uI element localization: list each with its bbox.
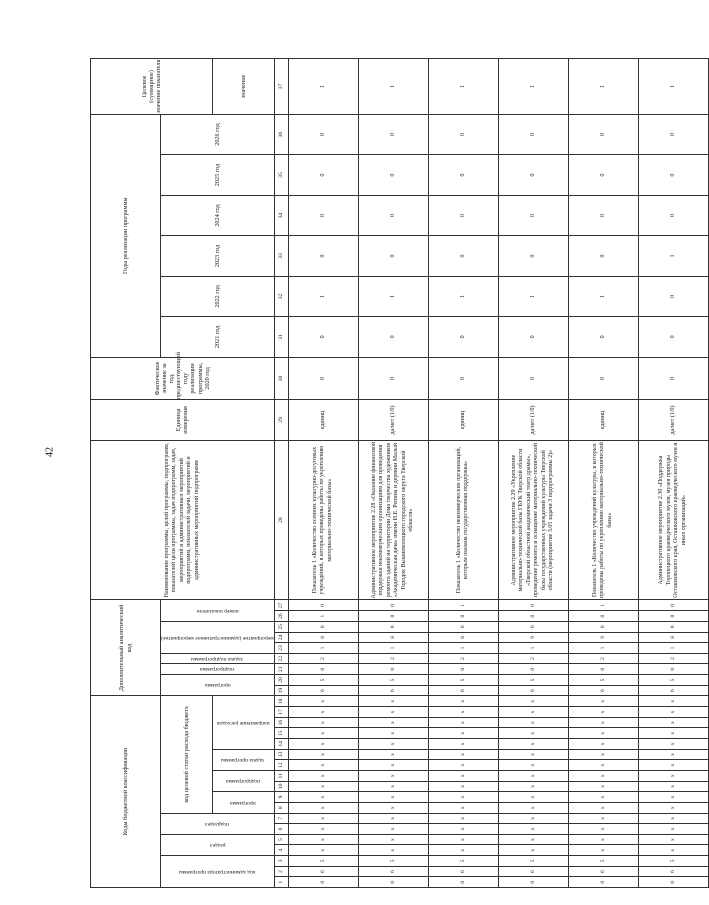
code-cell: x (568, 728, 638, 739)
code-cell: 0 (638, 664, 708, 675)
column-number-cell: 32 (274, 276, 288, 316)
value-cell: 0 (358, 195, 428, 235)
header-dop-task: задача подпрограммы (191, 655, 244, 662)
code-cell: x (428, 717, 498, 728)
code-cell: 0 (288, 664, 358, 675)
code-cell: x (428, 781, 498, 792)
code-cell: x (638, 813, 708, 824)
code-cell: 0 (498, 600, 568, 611)
code-cell: 0 (568, 611, 638, 622)
column-number-cell: 28 (274, 440, 288, 600)
column-number-cell: 22 (274, 653, 288, 664)
code-cell: 0 (498, 877, 568, 888)
value-cell: 0 (428, 155, 498, 195)
code-cell: x (498, 760, 568, 771)
value-cell: 0 (288, 195, 358, 235)
code-cell: x (498, 802, 568, 813)
code-cell: x (638, 792, 708, 803)
code-cell: x (428, 824, 498, 835)
value-cell: 0 (428, 236, 498, 276)
value-cell: 1 (638, 236, 708, 276)
code-cell: 6 (568, 866, 638, 877)
column-number-cell: 15 (274, 728, 288, 739)
code-cell: x (288, 728, 358, 739)
column-number-cell: 21 (274, 664, 288, 675)
code-cell: 5 (428, 856, 498, 867)
column-number-cell: 25 (274, 621, 288, 632)
code-cell: x (288, 696, 358, 707)
code-cell: x (358, 792, 428, 803)
code-cell: x (428, 696, 498, 707)
code-cell: x (638, 845, 708, 856)
code-cell: x (428, 739, 498, 750)
indicator-name-cell: Административное мероприятие 2.29 «Укрепление материально-технической базы ГБУК Тверской области «Тверской областной академический театр драмы», проведение ремонта и оснащение материально-технической базы государственных учреждений культуры Тверской области (мероприятие 3.05 задачи 3 подпрограммы 2)» (498, 440, 568, 600)
header-target-group: Целевое (суммарное) значение показателя (91, 59, 213, 115)
column-number-cell: 19 (274, 685, 288, 696)
code-cell: x (498, 696, 568, 707)
code-cell: x (358, 824, 428, 835)
code-cell: 0 (428, 621, 498, 632)
column-number-cell: 36 (274, 114, 288, 154)
code-cell: x (498, 717, 568, 728)
value-cell: 0 (498, 195, 568, 235)
code-cell: x (638, 696, 708, 707)
code-cell: 6 (428, 685, 498, 696)
code-cell: 0 (568, 621, 638, 632)
column-number-cell: 8 (274, 802, 288, 813)
unit-cell: единиц (568, 400, 638, 440)
code-cell: 2 (498, 653, 568, 664)
code-cell: 2 (638, 653, 708, 664)
code-cell: x (568, 760, 638, 771)
value-cell: 0 (498, 236, 568, 276)
code-cell: 1 (358, 643, 428, 654)
value-cell: 0 (428, 114, 498, 154)
header-razdel: раздел (209, 842, 226, 849)
header-year-2025: 2025 год (161, 155, 275, 195)
code-cell: 0 (428, 877, 498, 888)
code-cell: 5 (358, 856, 428, 867)
code-cell: 9 (498, 632, 568, 643)
code-cell: 5 (428, 675, 498, 686)
code-cell: 8 (288, 632, 358, 643)
code-cell: 2 (428, 653, 498, 664)
unit-cell: единиц (288, 400, 358, 440)
code-cell: 5 (288, 856, 358, 867)
code-cell: 0 (288, 621, 358, 632)
header-name: Наименование программы, целей программы, подпрограмм, показателей цели программы, задач подпрограмм, задач, мероприятий и административных мероприятий подпрограмм, показателей задачи, мероприятий и административных мероприятий подпрограмм (91, 440, 275, 600)
code-cell: x (428, 707, 498, 718)
column-number-cell: 34 (274, 195, 288, 235)
code-cell: x (638, 770, 708, 781)
code-cell: x (638, 824, 708, 835)
code-cell: 0 (358, 877, 428, 888)
column-number-cell: 27 (274, 600, 288, 611)
code-cell: x (638, 781, 708, 792)
code-cell: x (288, 834, 358, 845)
code-cell: x (358, 739, 428, 750)
value-cell: 0 (568, 155, 638, 195)
column-number-cell: 9 (274, 792, 288, 803)
indicator-name-cell: Показатель 1 «Количество некоммерческих организаций, которым оказана государственная поддержка» (428, 440, 498, 600)
code-cell: 5 (638, 856, 708, 867)
column-number-cell: 26 (274, 611, 288, 622)
code-cell: x (358, 845, 428, 856)
code-cell: 0 (638, 611, 708, 622)
code-cell: x (638, 749, 708, 760)
code-cell: x (358, 802, 428, 813)
code-cell: 0 (568, 877, 638, 888)
column-number-cell: 37 (274, 59, 288, 115)
code-cell: x (428, 834, 498, 845)
header-year-2024: 2024 год (161, 195, 275, 235)
code-cell: x (358, 717, 428, 728)
code-cell: x (568, 739, 638, 750)
value-cell: 1 (358, 59, 428, 115)
header-budget-codes: Коды бюджетной классификации (91, 696, 161, 888)
code-cell: 1 (288, 611, 358, 622)
code-cell: 5 (288, 675, 358, 686)
code-cell: x (498, 824, 568, 835)
value-cell: 1 (568, 59, 638, 115)
value-cell: 0 (568, 317, 638, 357)
header-dop-measures: мероприятие (административное мероприятие) (161, 634, 274, 641)
indicator-name-cell: Показатель 1 «Количество учреждений культуры, в которых проведены работы по укреплению материально-технической базы» (568, 440, 638, 600)
table-row (568, 59, 638, 888)
column-number-cell: 16 (274, 717, 288, 728)
code-cell: x (568, 770, 638, 781)
code-cell: x (288, 792, 358, 803)
code-cell: x (358, 760, 428, 771)
code-cell: 6 (498, 866, 568, 877)
code-cell: 0 (498, 611, 568, 622)
code-cell: x (428, 760, 498, 771)
code-cell: x (638, 802, 708, 813)
code-cell: x (288, 845, 358, 856)
header-podrazdel: подраздел (205, 820, 230, 827)
code-cell: 2 (288, 653, 358, 664)
code-cell: 5 (498, 856, 568, 867)
code-cell: x (568, 707, 638, 718)
code-cell: x (428, 813, 498, 824)
value-cell: 0 (638, 195, 708, 235)
code-cell: x (638, 728, 708, 739)
code-cell: x (498, 781, 568, 792)
value-cell: 0 (288, 317, 358, 357)
table-row (288, 59, 358, 888)
code-cell: x (568, 834, 638, 845)
code-cell: 6 (568, 685, 638, 696)
code-cell: 0 (428, 664, 498, 675)
value-cell: 0 (568, 236, 638, 276)
value-cell: 0 (498, 114, 568, 154)
code-cell: 5 (568, 856, 638, 867)
code-cell: x (358, 781, 428, 792)
value-cell: 1 (288, 276, 358, 316)
header-dop-indicator: номер показателя (196, 607, 239, 614)
column-number-cell: 1 (274, 877, 288, 888)
value-cell: 0 (428, 357, 498, 400)
value-cell: 0 (638, 276, 708, 316)
code-cell: x (288, 760, 358, 771)
header-year-2023: 2023 год (161, 236, 275, 276)
unit-cell: да/нет (1/0) (498, 400, 568, 440)
value-cell: 1 (428, 59, 498, 115)
column-number-cell: 6 (274, 824, 288, 835)
code-cell: x (498, 749, 568, 760)
unit-cell: да/нет (1/0) (358, 400, 428, 440)
column-number-cell: 7 (274, 813, 288, 824)
code-cell: 1 (638, 643, 708, 654)
code-cell: x (638, 717, 708, 728)
header-subprogram: подпрограмма (226, 778, 261, 785)
header-dop-subprogram: подпрограмма (200, 666, 235, 673)
value-cell: 0 (358, 317, 428, 357)
value-cell: 1 (568, 276, 638, 316)
header-year-2022: 2022 год (161, 276, 275, 316)
value-cell: 0 (428, 317, 498, 357)
code-cell: 5 (638, 675, 708, 686)
code-cell: 6 (358, 866, 428, 877)
code-cell: x (288, 717, 358, 728)
code-cell: x (288, 824, 358, 835)
code-cell: x (288, 802, 358, 813)
value-cell: 0 (498, 357, 568, 400)
column-number-cell: 33 (274, 236, 288, 276)
code-cell: 0 (638, 877, 708, 888)
code-cell: 0 (358, 611, 428, 622)
indicator-name-cell: Показатель 1 «Количество осенних культурно-досуговых учреждений, в которых проведены работы по укреплению материально-технической базы» (288, 440, 358, 600)
code-cell: 1 (428, 600, 498, 611)
code-cell: x (358, 770, 428, 781)
page-number: 42 (44, 447, 56, 457)
code-cell: 0 (358, 600, 428, 611)
value-cell: 0 (288, 155, 358, 195)
column-number-cell: 4 (274, 845, 288, 856)
header-unit: Единица измерения (91, 400, 275, 440)
code-cell: 0 (358, 621, 428, 632)
code-cell: 0 (288, 877, 358, 888)
code-cell: 0 (568, 664, 638, 675)
column-number-cell: 31 (274, 317, 288, 357)
header-article-group: код целевой статьи расхода бюджета (161, 696, 213, 813)
value-cell: 0 (288, 357, 358, 400)
code-cell: 1 (568, 643, 638, 654)
code-cell: x (568, 824, 638, 835)
header-task-program: задача программы (221, 757, 265, 764)
code-cell: x (568, 802, 638, 813)
code-cell: x (568, 781, 638, 792)
code-cell: x (498, 813, 568, 824)
code-cell: 0 (288, 600, 358, 611)
code-cell: x (568, 696, 638, 707)
code-cell: 6 (638, 866, 708, 877)
code-cell: x (568, 749, 638, 760)
column-number-cell: 17 (274, 707, 288, 718)
value-cell: 0 (568, 114, 638, 154)
program-indicators-table (90, 58, 709, 888)
code-cell: x (288, 770, 358, 781)
value-cell: 0 (428, 195, 498, 235)
header-fact-2020: Фактическое значение за год, предшествующий году реализации программы, 2020 год (91, 357, 275, 400)
code-cell: x (358, 728, 428, 739)
code-cell: x (358, 696, 428, 707)
header-admin-code: код администратора программы (179, 868, 256, 875)
indicator-name-cell: Административное мероприятие 2.30 «Поддержка Торопецкого краеведческого музея, музея природы Осташковского края, Осташковского краеведческого музея и иных организаций» (638, 440, 708, 600)
code-cell: x (358, 834, 428, 845)
code-cell: x (428, 845, 498, 856)
value-cell: 0 (638, 114, 708, 154)
column-number-cell: 35 (274, 155, 288, 195)
code-cell: x (498, 739, 568, 750)
header-activity-direction: направление расходов (216, 719, 270, 726)
code-cell: 0 (428, 611, 498, 622)
code-cell: x (498, 845, 568, 856)
code-cell: x (288, 707, 358, 718)
code-cell: x (568, 717, 638, 728)
column-number-cell: 14 (274, 739, 288, 750)
table-row (498, 59, 568, 888)
code-cell: x (568, 792, 638, 803)
code-cell: x (358, 813, 428, 824)
code-cell: x (638, 760, 708, 771)
value-cell: 0 (638, 357, 708, 400)
code-cell: x (288, 813, 358, 824)
code-cell: 1 (498, 643, 568, 654)
code-cell: 2 (358, 653, 428, 664)
unit-cell: единиц (428, 400, 498, 440)
code-cell: 0 (498, 664, 568, 675)
code-cell: 0 (638, 621, 708, 632)
code-cell: 8 (428, 632, 498, 643)
header-target-value: значение (212, 59, 274, 115)
code-cell: 1 (288, 643, 358, 654)
value-cell: 0 (288, 114, 358, 154)
value-cell: 0 (288, 236, 358, 276)
code-cell: 1 (568, 600, 638, 611)
code-cell: x (498, 770, 568, 781)
header-additional-code: Дополнительный аналитический код (91, 600, 161, 696)
code-cell: 0 (498, 621, 568, 632)
code-cell: x (498, 707, 568, 718)
code-cell: x (428, 749, 498, 760)
value-cell: 1 (498, 59, 568, 115)
code-cell: 6 (288, 685, 358, 696)
code-cell: x (428, 792, 498, 803)
code-cell: x (288, 749, 358, 760)
code-cell: 6 (498, 685, 568, 696)
code-cell: 5 (358, 675, 428, 686)
code-cell: 0 (358, 664, 428, 675)
value-cell: 0 (358, 357, 428, 400)
indicator-name-cell: Административное мероприятие 2.28 «Оказание финансовой поддержки некоммерческим организациям для проведения ремонта зданий на территории Дома творчества художников «Академическая дача» имени И.Е. Репина и деревни Малый Городок Вышневолоцкого городского округа Тверской области» (358, 440, 428, 600)
code-cell: 1 (428, 643, 498, 654)
code-cell: x (428, 770, 498, 781)
code-cell: x (568, 845, 638, 856)
code-cell: 2 (568, 653, 638, 664)
code-cell: x (288, 739, 358, 750)
code-cell: 6 (288, 866, 358, 877)
code-cell: 8 (358, 632, 428, 643)
header-year-2021: 2021 год (161, 317, 275, 357)
code-cell: x (358, 749, 428, 760)
value-cell: 0 (568, 357, 638, 400)
code-cell: 8 (638, 632, 708, 643)
value-cell: 1 (288, 59, 358, 115)
code-cell: x (638, 834, 708, 845)
code-cell: x (568, 813, 638, 824)
value-cell: 0 (638, 155, 708, 195)
header-program: программа (230, 799, 257, 806)
column-number-cell: 11 (274, 770, 288, 781)
column-number-cell: 2 (274, 866, 288, 877)
table-row (358, 59, 428, 888)
code-cell: 0 (638, 600, 708, 611)
code-cell: 6 (358, 685, 428, 696)
code-cell: x (498, 728, 568, 739)
value-cell: 0 (498, 155, 568, 195)
value-cell: 0 (358, 114, 428, 154)
code-cell: 5 (568, 675, 638, 686)
value-cell: 0 (568, 195, 638, 235)
header-years-group: Годы реализации программы (91, 114, 161, 357)
code-cell: x (358, 707, 428, 718)
value-cell: 0 (498, 317, 568, 357)
column-number-cell: 24 (274, 632, 288, 643)
code-cell: x (428, 802, 498, 813)
value-cell: 1 (358, 276, 428, 316)
value-cell: 1 (638, 59, 708, 115)
column-number-cell: 20 (274, 675, 288, 686)
code-cell: x (498, 792, 568, 803)
column-number-cell: 3 (274, 856, 288, 867)
table-row (638, 59, 708, 888)
column-number-cell: 18 (274, 696, 288, 707)
column-numbers-row (274, 59, 288, 888)
code-cell: x (288, 781, 358, 792)
header-year-2026: 2026 год (161, 114, 275, 154)
code-cell: 9 (568, 632, 638, 643)
code-cell: x (638, 707, 708, 718)
unit-cell: да/нет (1/0) (638, 400, 708, 440)
rotated-table-page (90, 58, 687, 888)
column-number-cell: 30 (274, 357, 288, 400)
code-cell: x (498, 834, 568, 845)
value-cell: 0 (358, 236, 428, 276)
value-cell: 0 (638, 317, 708, 357)
column-number-cell: 23 (274, 643, 288, 654)
column-number-cell: 10 (274, 781, 288, 792)
code-cell: 5 (498, 675, 568, 686)
value-cell: 0 (358, 155, 428, 195)
column-number-cell: 5 (274, 834, 288, 845)
column-number-cell: 12 (274, 760, 288, 771)
code-cell: x (638, 739, 708, 750)
code-cell: 6 (638, 685, 708, 696)
value-cell: 1 (428, 276, 498, 316)
column-number-cell: 29 (274, 400, 288, 440)
value-cell: 1 (498, 276, 568, 316)
code-cell: 6 (428, 866, 498, 877)
table-row (428, 59, 498, 888)
header-dop-program: программа (204, 682, 231, 689)
code-cell: x (428, 728, 498, 739)
column-number-cell: 13 (274, 749, 288, 760)
